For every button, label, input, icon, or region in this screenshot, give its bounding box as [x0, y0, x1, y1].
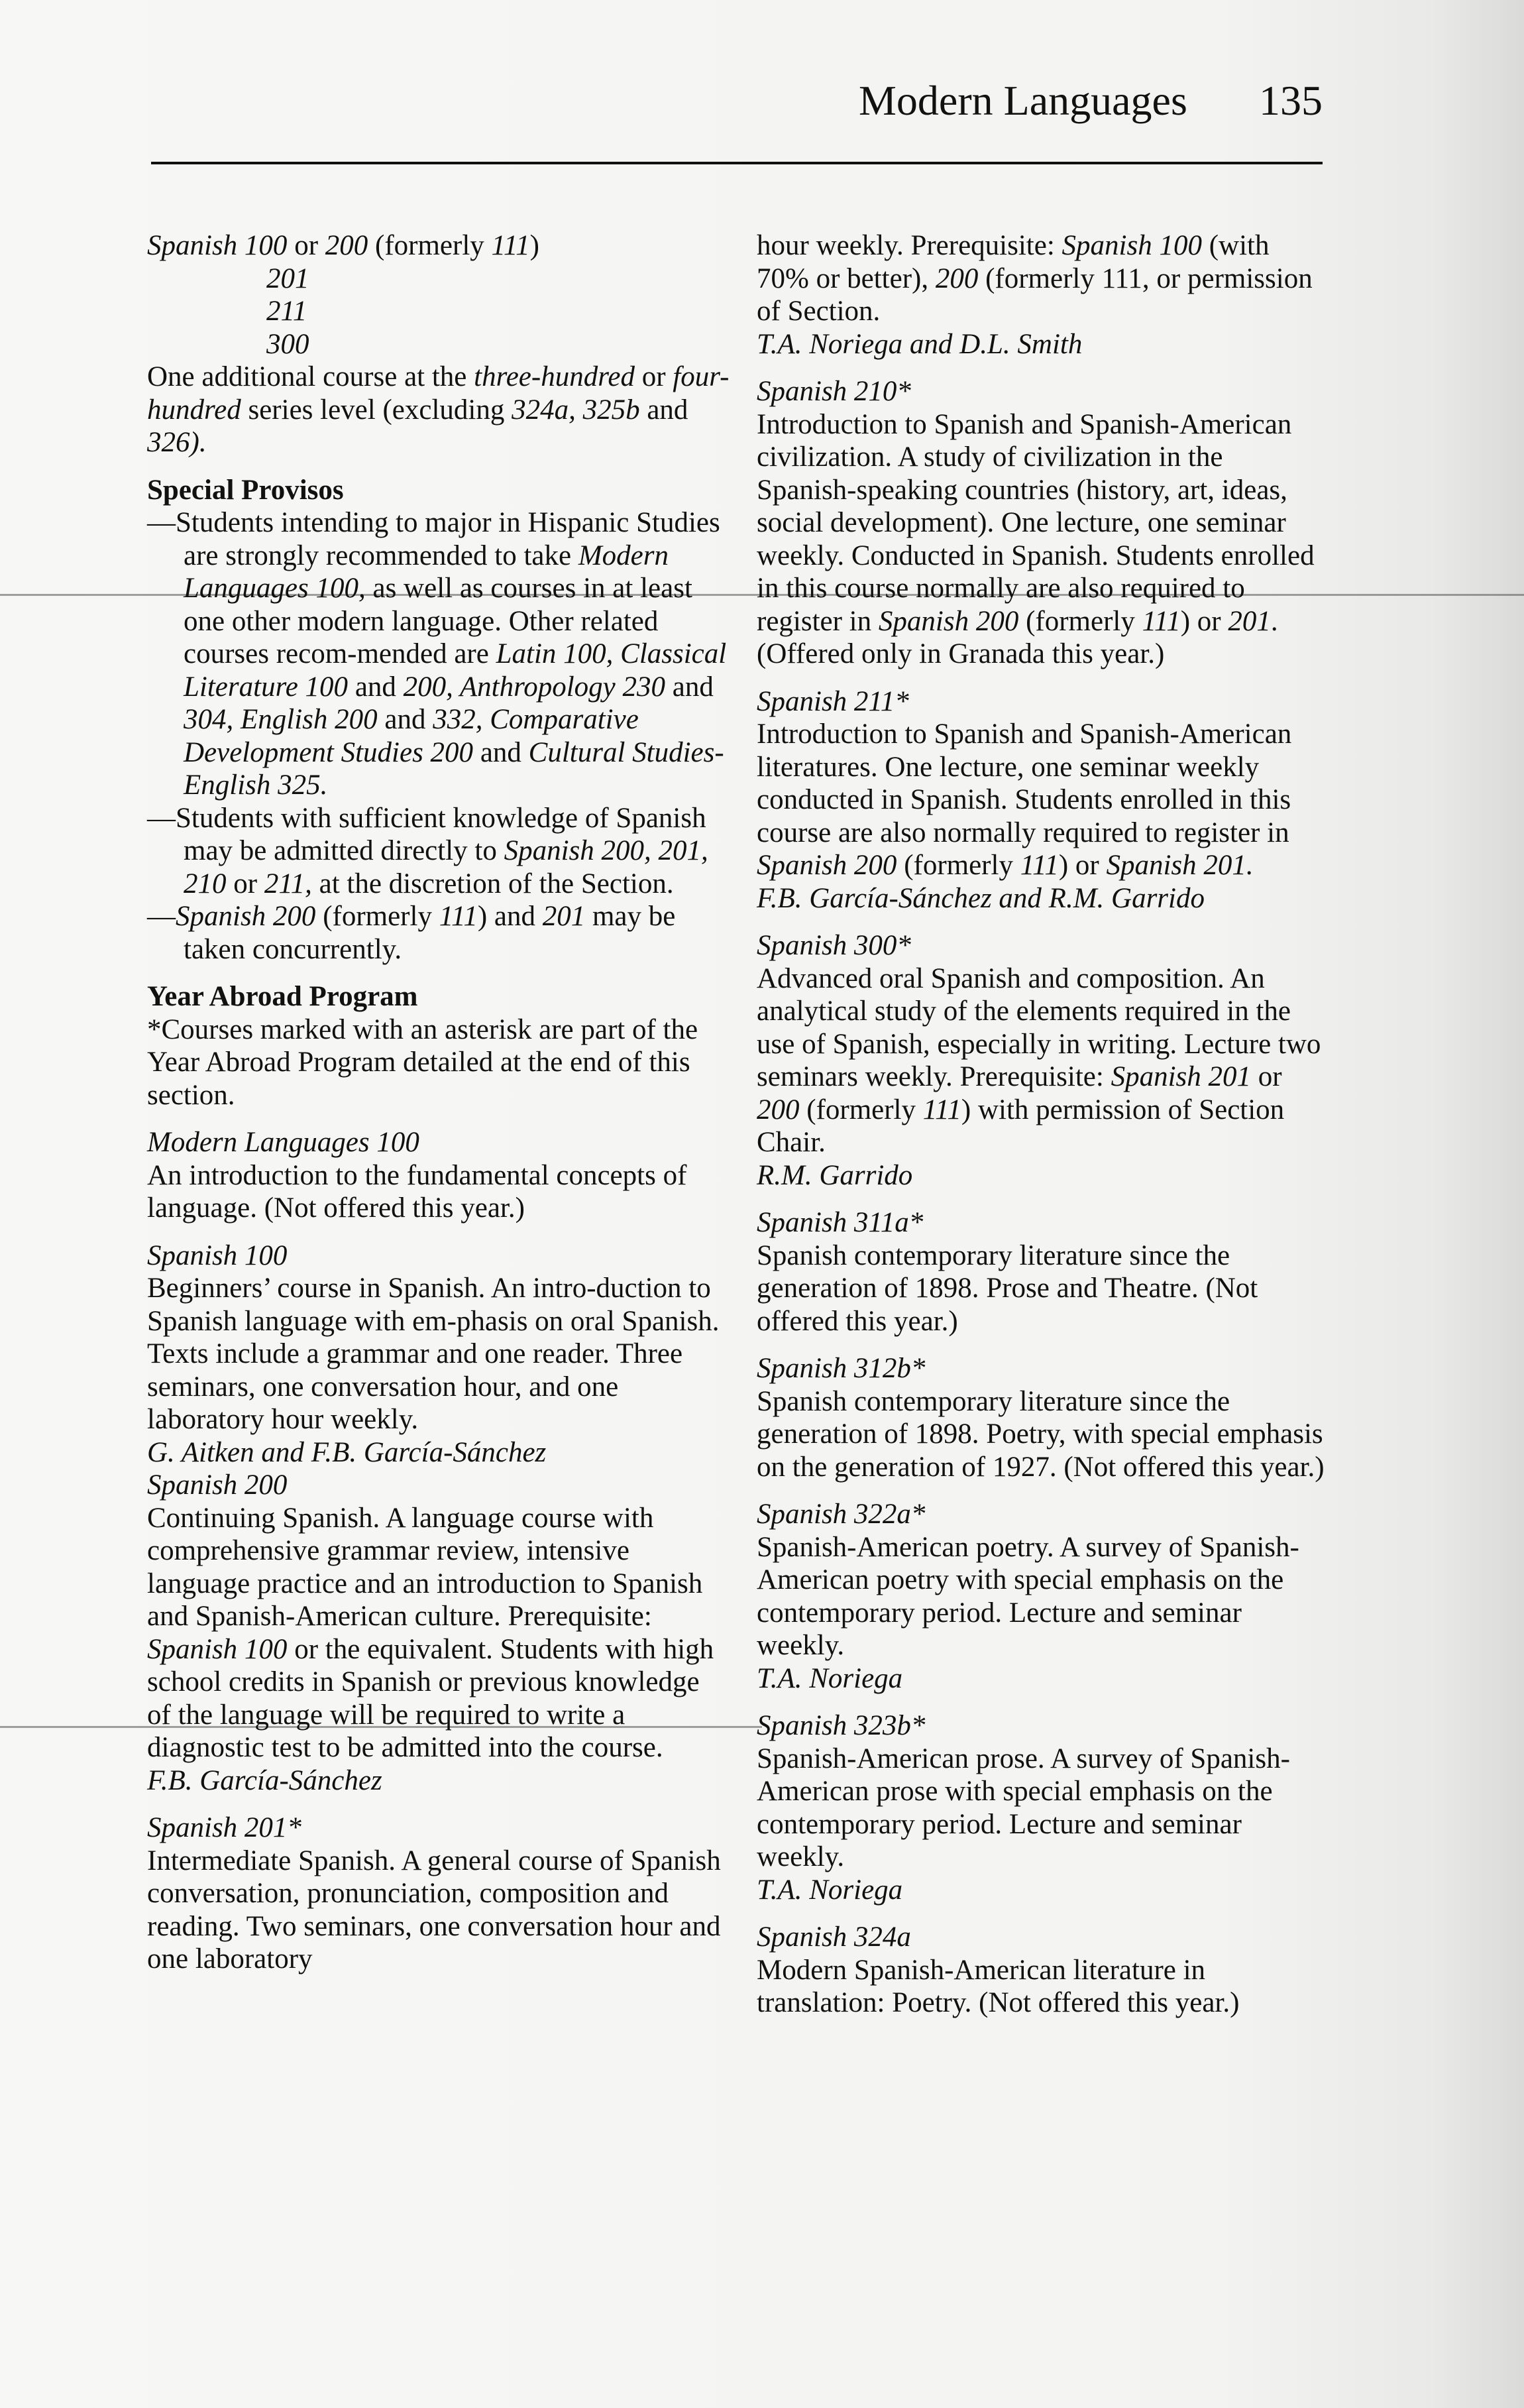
text: and	[348, 671, 404, 703]
text: —Students with sufficient knowledge of Spanish may be admitted directly to	[147, 802, 706, 866]
text: 111	[1020, 850, 1059, 881]
course-description	[757, 229, 1327, 328]
course-title: Spanish 300*	[757, 930, 911, 961]
text: . (Offered only in Granada this year.)	[757, 605, 1278, 669]
course-ref: 111	[491, 230, 530, 261]
text: or	[287, 230, 325, 261]
course-description	[147, 1502, 730, 1764]
special-provisos-heading: Special Provisos	[147, 474, 344, 506]
text: and	[665, 671, 714, 703]
text: four-hundred	[147, 361, 730, 426]
course-description: Beginners’ course in Spanish. An intro-duction to Spanish language with em-phasis on oral Spanish. Texts include a grammar and one reader. Three seminars, one conversation hour, and one laboratory hour weekly.	[147, 1273, 720, 1435]
course-description: Spanish contemporary literature since the generation of 1898. Poetry, with special emphasis on the generation of 1927. (Not offered this year.)	[757, 1385, 1325, 1483]
text: (formerly	[368, 230, 492, 261]
text: hour weekly. Prerequisite:	[757, 230, 1062, 261]
course-description: Spanish-American prose. A survey of Spanish-American prose with special emphasis on the contemporary period. Lecture and seminar weekly.	[757, 1743, 1290, 1872]
course-title: Spanish 200	[147, 1469, 288, 1501]
text: Spanish 100	[1061, 230, 1202, 261]
text: (formerly	[897, 850, 1020, 881]
course-title: Spanish 210*	[757, 376, 911, 407]
text: Continuing Spanish. A language course with comprehensive grammar review, intensive language practice and an introduction to Spanish and Spanish-American culture. Prerequisite:	[147, 1502, 703, 1632]
text: or	[634, 361, 673, 392]
course-instructor: R.M. Garrido	[757, 1159, 913, 1191]
course-title: Spanish 311a*	[757, 1207, 924, 1238]
text: 201	[1228, 605, 1271, 637]
course-title: Spanish 312b*	[757, 1353, 926, 1384]
text: 111	[1142, 605, 1181, 637]
text: ) with permission of Section Chair.	[757, 1094, 1285, 1158]
course-title: Spanish 323b*	[757, 1710, 926, 1741]
text: three-hundred	[474, 361, 635, 392]
course-title: Modern Languages 100	[147, 1127, 419, 1158]
course-description: An introduction to the fundamental concepts of language. (Not offered this year.)	[147, 1159, 687, 1224]
text: —	[147, 901, 176, 932]
proviso-3	[147, 900, 730, 966]
course-description: Spanish-American poetry. A survey of Spanish-American poetry with special emphasis on the contemporary period. Lecture and seminar weekly.	[757, 1531, 1299, 1661]
text: 211,	[264, 868, 312, 899]
requirements-list	[147, 229, 730, 459]
course-description: Spanish contemporary literature since the generation of 1898. Prose and Theatre. (Not offered this year.)	[757, 1239, 1258, 1337]
text: (formerly	[799, 1094, 923, 1125]
text: ) or	[1058, 850, 1107, 881]
proviso-2	[147, 802, 730, 901]
text: 201	[542, 901, 586, 932]
text: 200	[935, 262, 979, 294]
text: series level (excluding	[241, 394, 512, 426]
course-instructor: T.A. Noriega	[757, 1662, 903, 1694]
text: Advanced oral Spanish and composition. An analytical study of the elements required in the use of Spanish, especially in writing. Lecture two seminars weekly. Prerequisite:	[757, 962, 1321, 1092]
text: —Students intending to major in Hispanic Studies are strongly recommended to take	[147, 507, 720, 571]
text: Introduction to Spanish and Spanish-American literatures. One lecture, one seminar weekly conducted in Spanish. Students enrolled in this course are also normally required to register in	[757, 718, 1292, 848]
course-description	[757, 408, 1327, 671]
text: (with 70% or better),	[757, 230, 1270, 294]
text: and	[639, 394, 688, 426]
text: (formerly 111, or permission of Section.	[757, 262, 1313, 327]
course-description: Modern Spanish-American literature in translation: Poetry. (Not offered this year.)	[757, 1954, 1240, 2018]
text: Introduction to Spanish and Spanish-American civilization. A study of civilization in the Spanish-speaking countries (history, art, ideas, social development). One lecture, one seminar weekly. Conducted in Spanish. Students enrolled in this course normally are also required to register in	[757, 408, 1315, 637]
text: 332, Comparative Development Studies 200	[184, 704, 639, 768]
text: Cultural Studies-English 325.	[184, 736, 724, 801]
requirement-additional	[147, 361, 730, 459]
proviso-1	[147, 506, 730, 802]
text: )	[529, 230, 539, 261]
year-abroad-text: *Courses marked with an asterisk are part of the Year Abroad Program detailed at the end of this section.	[147, 1013, 698, 1111]
text: at the discretion of the Section.	[311, 868, 674, 899]
text: as well as courses in at least one other modern language. Other related courses recom-mended are	[184, 573, 692, 669]
course-title: Spanish 322a*	[757, 1499, 926, 1530]
text: Spanish 200	[176, 901, 316, 932]
year-abroad-heading: Year Abroad Program	[147, 981, 418, 1012]
requirement-300: 300	[266, 328, 309, 360]
running-header	[859, 74, 1323, 141]
course-instructor: G. Aitken and F.B. García-Sánchez	[147, 1436, 547, 1468]
course-title: Spanish 100	[147, 1239, 288, 1271]
text: Spanish 201	[1111, 1061, 1251, 1092]
text: 200	[757, 1094, 800, 1125]
text: Latin 100, Classical Literature 100	[184, 638, 727, 703]
left-column	[147, 229, 730, 1976]
text: 111	[439, 901, 478, 932]
text: 200, Anthropology 230	[403, 671, 666, 703]
text: 111	[922, 1094, 961, 1125]
text: One additional course at the	[147, 361, 474, 392]
course-title: Spanish 324a	[757, 1921, 911, 1953]
course-title: Spanish 201*	[147, 1812, 301, 1843]
course-description	[757, 962, 1327, 1159]
text: Spanish 200	[757, 850, 897, 881]
text: Spanish 201.	[1106, 850, 1254, 881]
course-description	[757, 718, 1327, 882]
course-instructor: F.B. García-Sánchez and R.M. Garrido	[757, 882, 1205, 914]
text: ) or	[1180, 605, 1228, 637]
text: Spanish 200	[878, 605, 1019, 637]
text: Modern Languages 100,	[184, 540, 669, 604]
header-rule	[151, 162, 1323, 164]
course-instructor: T.A. Noriega and D.L. Smith	[757, 328, 1083, 360]
course-instructor: T.A. Noriega	[757, 1874, 903, 1906]
requirement-211: 211	[266, 296, 307, 327]
text: 324a, 325b	[512, 394, 640, 426]
text: (formerly	[315, 901, 439, 932]
course-ref: 200	[325, 230, 368, 261]
text: or	[1251, 1061, 1282, 1092]
page-number: 135	[1259, 77, 1323, 124]
text: Spanish 200, 201, 210	[184, 835, 708, 899]
requirement-line	[147, 229, 730, 262]
text: or the equivalent. Students with high school credits in Spanish or previous knowledge of the language will be required to write a diagnostic test to be admitted into the course.	[147, 1633, 714, 1763]
header-title: Modern Languages	[859, 77, 1187, 124]
right-column	[757, 229, 1327, 2020]
text: and	[377, 704, 433, 735]
requirement-201: 201	[266, 262, 309, 294]
text: (formerly	[1018, 605, 1142, 637]
text: and	[473, 736, 529, 768]
course-title: Spanish 211*	[757, 685, 909, 717]
course-instructor: F.B. García-Sánchez	[147, 1764, 382, 1796]
text: may be taken concurrently.	[184, 901, 676, 965]
course-description: Intermediate Spanish. A general course of Spanish conversation, pronunciation, composition and reading. Two seminars, one conversation hour and one laboratory	[147, 1845, 721, 1975]
text: or	[226, 868, 264, 899]
text: Spanish 100	[147, 1633, 288, 1665]
course-ref: Spanish 100	[147, 230, 288, 261]
text: 304, English 200	[184, 704, 378, 735]
text: ) and	[477, 901, 543, 932]
text: 326).	[147, 427, 207, 458]
